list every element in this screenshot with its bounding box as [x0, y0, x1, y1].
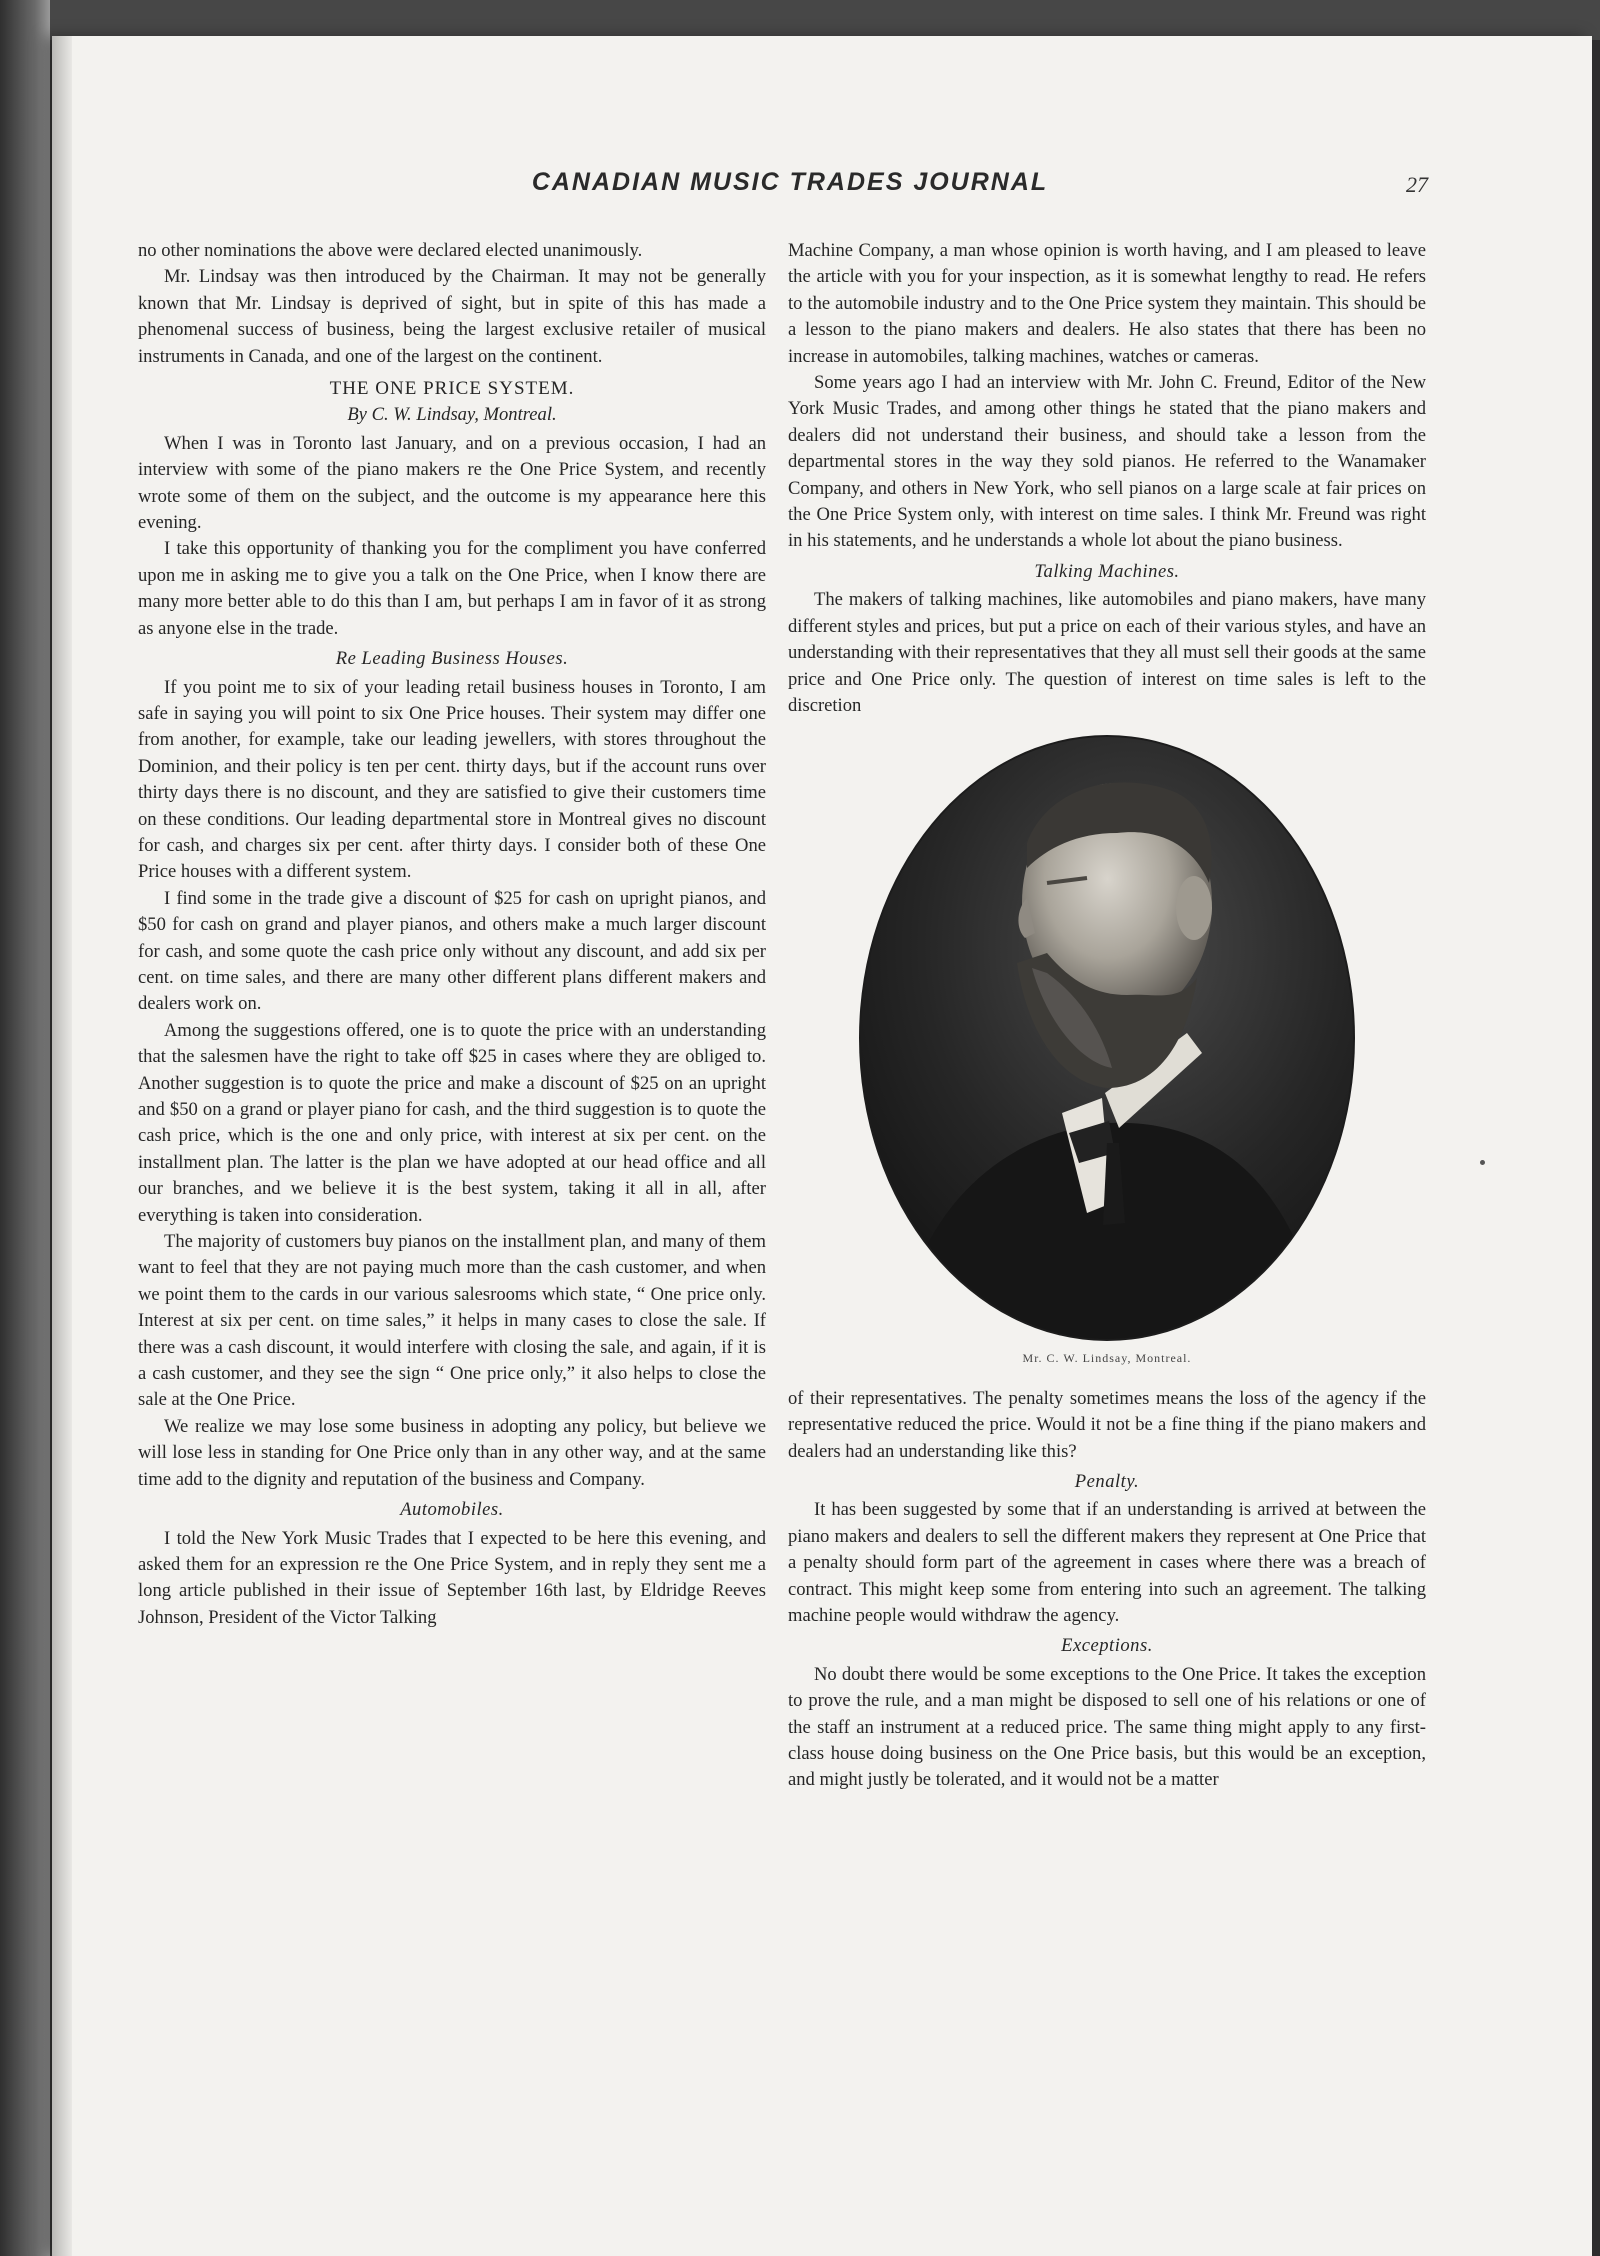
- paragraph: No doubt there would be some exceptions to the One Price. It takes the exception to prove the rule, and a man might be disposed to sell one of his relations or one of the staff an instrument at a reduced price. The same thing might apply to any first-class house doing business on the One Price basis, but this would be an exception, and might justly be tolerated, and it would not be a matter: [788, 1663, 1426, 1791]
- paragraph: I told the New York Music Trades that I expected to be here this evening, and asked them for an expression re the One Price System, and in reply they sent me a long article published in their issue of September 16th last, by Eldridge Reeves Johnson, President of the Victor Talking: [138, 1527, 766, 1628]
- portrait-figure: [788, 733, 1426, 1343]
- subheading: Re Leading Business Houses.: [335, 648, 569, 670]
- paragraph: I find some in the trade give a discount of $25 for cash on upright pianos, and $50 for cash on grand and player pianos, and others make a much larger discount for cash, and some quote the cash price only without any discount, and add six per cent. on time sales, and there are many other different plans different makers and dealers work on.: [138, 887, 766, 1015]
- subheading: Exceptions.: [1061, 1635, 1153, 1657]
- right-column: [788, 238, 1426, 1794]
- paragraph: Machine Company, a man whose opinion is worth having, and I am pleased to leave the article with you for your inspection, as it is somewhat lengthy to read. He refers to the automobile industry and to the One Price system they maintain. This should be a lesson to the piano makers and dealers. He also states that there has been no increase in automobiles, talking machines, watches or cameras.: [788, 240, 1426, 367]
- article-title: THE ONE PRICE SYSTEM.: [329, 378, 575, 400]
- paragraph: When I was in Toronto last January, and on a previous occasion, I had an interview with some of the piano makers re the One Price System, and recently wrote some of them on the subject, and the outcome is my appearance here this evening.: [138, 432, 766, 534]
- scan-speck: [1480, 1160, 1485, 1165]
- paragraph: The majority of customers buy pianos on the installment plan, and many of them want to feel that they are not paying much more than the cash customer, and when we point them to the cards in our various salesrooms which state, “ One price only. Interest at six per cent. on time sales,” it helps in many cases to close the sale. If there was a cash discount, it would interfere with closing the sale, and again, if it is a cash customer, and they see the sign “ One price only,” it also helps to close the sale at the One Price.: [138, 1231, 766, 1411]
- portrait-photo: [857, 733, 1357, 1343]
- scan-right-border: [1592, 40, 1600, 2256]
- article-byline: By C. W. Lindsay, Montreal.: [347, 404, 557, 426]
- paragraph: If you point me to six of your leading retail business houses in Toronto, I am safe in saying you will point to six One Price houses. Their system may differ one from another, for example, take our leading jewellers, with stores throughout the Dominion, and their policy is ten per cent. thirty days, but if the account runs over thirty days there is no discount, and they are satisfied to give their customers time on these conditions. Our leading departmental store in Montreal gives no discount for cash, and charges six per cent. after thirty days. I consider both of these One Price houses with a different system.: [138, 676, 766, 883]
- paragraph: We realize we may lose some business in adopting any policy, but believe we will lose less in standing for One Price only than in any other way, and at the same time add to the dignity and reputation of the business and Company.: [138, 1415, 766, 1490]
- paragraph: no other nominations the above were declared elected unanimously.: [138, 240, 643, 261]
- page-binding-shadow: [52, 36, 72, 2256]
- paragraph: It has been suggested by some that if an understanding is arrived at between the piano makers and dealers to sell the different makers they represent at One Price that a penalty should form part of the agreement in cases where there was a breach of contract. This might keep some from entering into such an agreement. The talking machine people would withdraw the agency.: [788, 1499, 1426, 1626]
- left-column: [138, 238, 766, 1631]
- scan-left-border: [0, 0, 50, 2256]
- subheading: Talking Machines.: [1034, 560, 1180, 582]
- paragraph: The makers of talking machines, like automobiles and piano makers, have many different styles and prices, but put a price on each of their various styles, and have an understanding with their representatives that they all must sell their goods at the same price and One Price only. The question of interest on time sales is left to the discretion: [788, 589, 1426, 716]
- scan-top-border: [0, 0, 1600, 40]
- journal-title: CANADIAN MUSIC TRADES JOURNAL: [531, 168, 1049, 196]
- photo-caption: Mr. C. W. Lindsay, Montreal.: [1022, 1351, 1192, 1366]
- paragraph: Mr. Lindsay was then introduced by the Chairman. It may not be generally known that Mr. Lindsay is deprived of sight, but in spite of this has made a phenomenal success of business, being the largest exclusive retailer of musical instruments in Canada, and one of the largest on the continent.: [138, 266, 766, 367]
- subheading: Automobiles.: [400, 1499, 504, 1521]
- paragraph: I take this opportunity of thanking you for the compliment you have conferred upon me in asking me to give you a talk on the One Price, when I know there are many more better able to do this than I am, but perhaps I am in favor of it as strong as anyone else in the trade.: [138, 538, 766, 639]
- subheading: Penalty.: [1074, 1470, 1140, 1492]
- page-header: [140, 168, 1440, 208]
- paragraph: of their representatives. The penalty sometimes means the loss of the agency if the representative reduced the price. Would it not be a fine thing if the piano makers and dealers had an understanding like this?: [788, 1387, 1426, 1462]
- paragraph: Among the suggestions offered, one is to quote the price with an understanding that the salesmen have the right to take off $25 in cases where they are obliged to. Another suggestion is to quote the price and make a discount of $25 on an upright and $50 on a grand or player piano for cash, and the third suggestion is to quote the cash price, which is the one and only price, with interest at six per cent. on the installment plan. The latter is the plan we have adopted at our head office and all our branches, and we believe it is the best system, taking it all in all, after everything is taken into consideration.: [138, 1019, 766, 1226]
- page-number: 27: [1406, 172, 1428, 197]
- paragraph: Some years ago I had an interview with Mr. John C. Freund, Editor of the New York Music Trades, and among other things he stated that the piano makers and dealers did not understand their business, and should take a lesson from the departmental stores in the way they sold pianos. He referred to the Wanamaker Company, and others in New York, who sell pianos on a large scale at fair prices on the One Price System only, with interest on time sales. I think Mr. Freund was right in his statements, and he understands a whole lot about the piano business.: [788, 372, 1426, 552]
